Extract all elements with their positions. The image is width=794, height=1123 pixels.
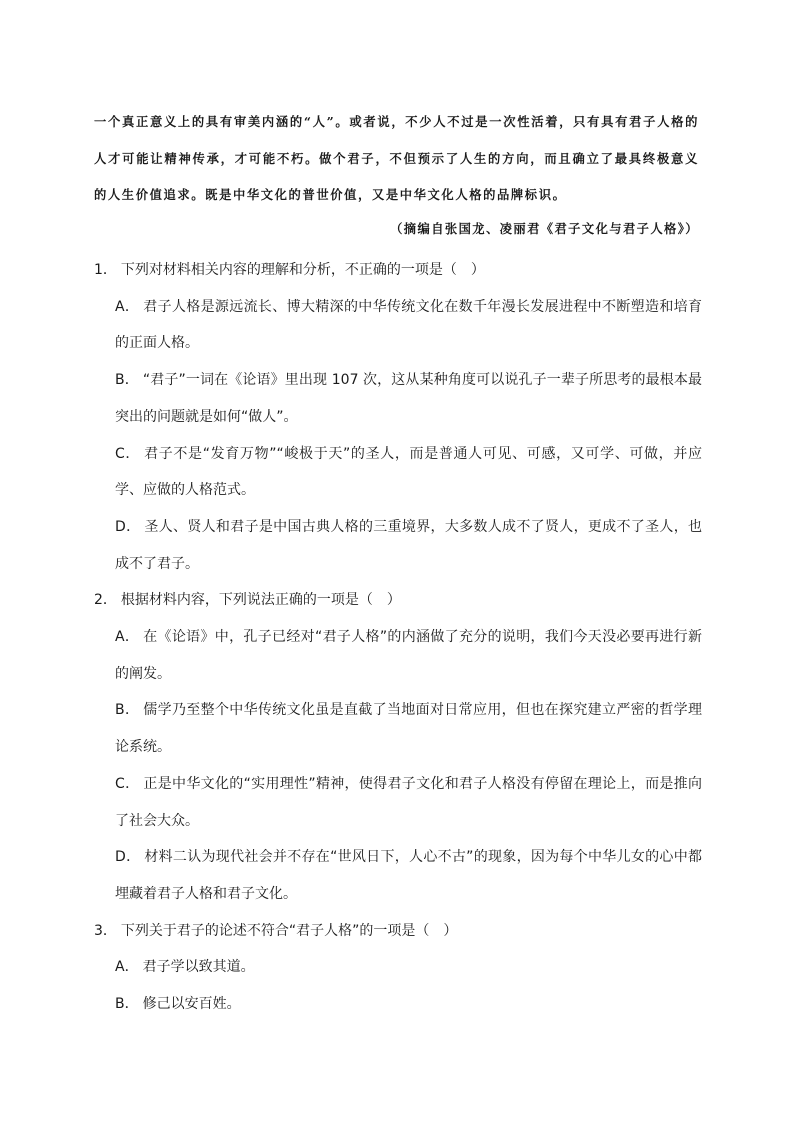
passage-source-citation: （摘编自张国龙、凌丽君《君子文化与君子人格》） bbox=[390, 221, 699, 236]
option-text: 儒学乃至整个中华传统文化虽是直截了当地面对日常应用，但也在探究建立严密的哲学理论系统。 bbox=[115, 702, 702, 756]
question-3 bbox=[94, 913, 702, 1023]
question-stem-text: 根据材料内容，下列说法正确的一项是（ ） bbox=[120, 592, 401, 609]
option-text: 君子不是“发育万物”“峻极于天”的圣人，而是普通人可见、可感，又可学、可做，并应学、应做的人格范式。 bbox=[115, 445, 702, 499]
answer-option-a bbox=[115, 619, 702, 692]
answer-option-c bbox=[115, 766, 702, 839]
question-number: 3． bbox=[94, 922, 117, 939]
option-text: 君子学以致其道。 bbox=[142, 959, 255, 976]
option-text: 在《论语》中，孔子已经对“君子人格”的内涵做了充分的说明，我们今天没必要再进行新的阐发。 bbox=[115, 629, 702, 682]
question-number: 2． bbox=[94, 592, 117, 609]
option-text: 材料二认为现代社会并不存在“世风日下，人心不古”的现象，因为每个中华儿女的心中都埋藏着君子人格和君子文化。 bbox=[115, 849, 702, 902]
option-text: 圣人、贤人和君子是中国古典人格的三重境界，大多数人成不了贤人，更成不了圣人，也成不了君子。 bbox=[115, 518, 703, 572]
question-stem bbox=[94, 913, 702, 950]
answer-option-b bbox=[115, 986, 702, 1023]
option-text: 正是中华文化的“实用理性”精神，使得君子文化和君子人格没有停留在理论上，而是推向了社会大众。 bbox=[115, 775, 702, 829]
answer-option-d bbox=[115, 509, 702, 582]
answer-option-c bbox=[115, 436, 702, 509]
option-label: B． bbox=[115, 996, 139, 1013]
option-text: “君子”一词在《论语》里出现 107 次，这从某种角度可以说孔子一辈子所思考的最根本最突出的问题就是如何“做人”。 bbox=[115, 372, 702, 425]
question-stem bbox=[94, 252, 702, 289]
passage-paragraph: 一个真正意义上的具有审美内涵的“人”。或者说，不少人不过是一次性活着，只有具有君子人格的人才可能让精神传承，才可能不朽。做个君子，不但预示了人生的方向，而且确立了最具终极意义的人生价值追求。既是中华文化的普世价值，又是中华文化人格的品牌标识。 bbox=[94, 114, 699, 202]
question-stem bbox=[94, 582, 702, 619]
answer-option-d bbox=[115, 839, 702, 912]
option-label: A． bbox=[115, 298, 140, 315]
option-label: A． bbox=[115, 959, 139, 976]
question-stem-text: 下列关于君子的论述不符合“君子人格”的一项是（ ） bbox=[120, 922, 458, 939]
option-label: B． bbox=[115, 372, 139, 389]
answer-option-b bbox=[115, 362, 702, 435]
question-stem-text: 下列对材料相关内容的理解和分析，不正确的一项是（ ） bbox=[120, 262, 485, 278]
option-label: A． bbox=[115, 629, 140, 646]
question-2 bbox=[94, 582, 702, 912]
passage-text-block bbox=[94, 104, 699, 214]
option-label: C． bbox=[115, 445, 141, 462]
option-text: 修己以安百姓。 bbox=[142, 996, 241, 1013]
question-1 bbox=[94, 252, 702, 582]
option-label: B． bbox=[115, 702, 140, 719]
option-label: D． bbox=[115, 518, 141, 535]
option-label: D． bbox=[115, 849, 141, 866]
question-number: 1． bbox=[94, 262, 117, 278]
question-list bbox=[94, 252, 702, 1023]
answer-option-a bbox=[115, 949, 702, 986]
answer-option-a bbox=[115, 289, 702, 362]
option-label: C． bbox=[115, 775, 140, 792]
option-text: 君子人格是源远流长、博大精深的中华传统文化在数千年漫长发展进程中不断塑造和培育的正面人格。 bbox=[115, 298, 702, 352]
answer-option-b bbox=[115, 692, 702, 765]
